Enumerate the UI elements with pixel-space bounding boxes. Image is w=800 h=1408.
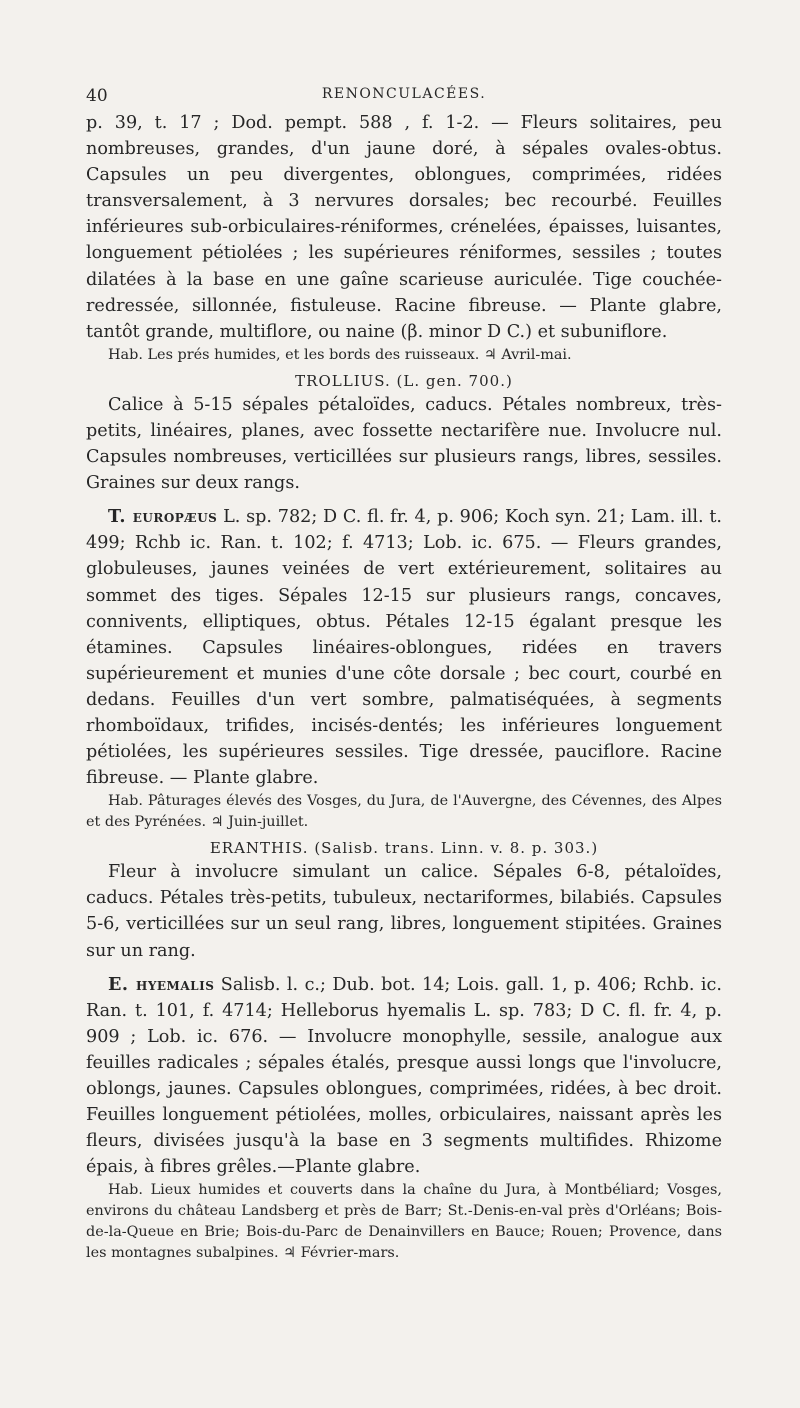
page-header bbox=[86, 86, 722, 110]
page-number: 40 bbox=[86, 86, 108, 106]
species-name: E. hyemalis bbox=[108, 973, 215, 995]
species-name: T. europæus bbox=[108, 506, 218, 528]
description-paragraph bbox=[86, 392, 722, 496]
paragraph-text: p. 39, t. 17 ; Dod. pempt. 588 , f. 1-2. — Fleurs solitaires, peu nombreuses, grandes, d'un jaune doré, à sépales ovales-obtus. Capsules un peu divergentes, oblongues, comprimées, ridées transversalement, à 3 nervures dorsales; bec recourbé. Feuilles inférieures sub-orbiculaires-réniformes, crénelées, épaisses, luisantes, longuement pétiolées ; les supérieures réniformes, sessiles ; toutes dilatées à la base en une gaîne scarieuse auriculée. Tige couchée-redressée, sillonnée, fistuleuse. Racine fibreuse. — Plante glabre, tantôt grande, multiflore, ou naine (β. minor D C.) et subuniflore. bbox=[86, 113, 722, 342]
paragraph-text: Hab. Pâturages élevés des Vosges, du Jura, de l'Auvergne, des Cévennes, des Alpes et des Pyrénées. ♃ Juin-juillet. bbox=[86, 793, 722, 831]
paragraph-text: Fleur à involucre simulant un calice. Sépales 6-8, pétaloïdes, caducs. Pétales très-petits, tubuleux, nectariformes, bilabiés. Capsules 5-6, verticillées sur un seul rang, libres, longuement stipitées. Graines sur un rang. bbox=[86, 862, 722, 961]
description-paragraph bbox=[86, 859, 722, 963]
habitat-note bbox=[86, 791, 722, 833]
page-body bbox=[86, 110, 722, 1264]
paragraph-gap bbox=[86, 496, 722, 504]
paragraph-text: L. sp. 782; D C. fl. fr. 4, p. 906; Koch syn. 21; Lam. ill. t. 499; Rchb ic. Ran. t. 102; f. 4713; Lob. ic. 675. — Fleurs grandes, globuleuses, jaunes veinées de vert extérieurement, solitaires au sommet des tiges. Sépales 12-15 sur plusieurs rangs, concaves, connivents, elliptiques, obtus. Pétales 12-15 égalant presque les étamines. Capsules linéaires-oblongues, ridées en travers supérieurement et munies d'une côte dorsale ; bec court, courbé en dedans. Feuilles d'un vert sombre, palmatiséquées, à segments rhomboïdaux, trifides, incisés-dentés; les inférieures longuement pétiolées, les supérieures sessiles. Tige dressée, pauciflore. Racine fibreuse. — Plante glabre. bbox=[86, 507, 722, 789]
running-head: RENONCULACÉES. bbox=[321, 86, 487, 102]
paragraph-text: ERANTHIS. (Salisb. trans. Linn. v. 8. p. 303.) bbox=[209, 839, 599, 858]
genus-heading bbox=[86, 372, 722, 390]
habitat-note bbox=[86, 1180, 722, 1264]
description-paragraph bbox=[86, 110, 722, 345]
description-paragraph bbox=[86, 972, 722, 1181]
genus-heading bbox=[86, 839, 722, 857]
habitat-note bbox=[86, 345, 722, 366]
paragraph-text: Hab. Lieux humides et couverts dans la chaîne du Jura, à Montbéliard; Vosges, environs du château Landsberg et près de Barr; St.-Denis-en-val près d'Orléans; Bois-de-la-Queue en Brie; Bois-du-Parc de Denainvillers en Bauce; Rouen; Provence, dans les montagnes subalpines. ♃ Février-mars. bbox=[86, 1182, 722, 1262]
paragraph-gap bbox=[86, 964, 722, 972]
paragraph-text: Hab. Les prés humides, et les bords des ruisseaux. ♃ Avril-mai. bbox=[108, 346, 572, 363]
paragraph-text: TROLLIUS. (L. gen. 700.) bbox=[295, 371, 513, 390]
description-paragraph bbox=[86, 504, 722, 791]
paragraph-text: Salisb. l. c.; Dub. bot. 14; Lois. gall. 1, p. 406; Rchb. ic. Ran. t. 101, f. 4714; Helleborus hyemalis L. sp. 783; D C. fl. fr. 4, p. 909 ; Lob. ic. 676. — Involucre monophylle, sessile, analogue aux feuilles radicales ; sépales étalés, presque aussi longs que l'involucre, oblongs, jaunes. Capsules oblongues, comprimées, ridées, à bec droit. Feuilles longuement pétiolées, molles, orbiculaires, naissant après les fleurs, divisées jusqu'à la base en 3 segments multifides. Rhizome épais, à fibres grêles.—Plante glabre. bbox=[86, 974, 723, 1178]
paragraph-text: Calice à 5-15 sépales pétaloïdes, caducs. Pétales nombreux, très-petits, linéaires, planes, avec fossette nectarifère nue. Involucre nul. Capsules nombreuses, verticillées sur plusieurs rangs, libres, sessiles. Graines sur deux rangs. bbox=[86, 394, 722, 494]
